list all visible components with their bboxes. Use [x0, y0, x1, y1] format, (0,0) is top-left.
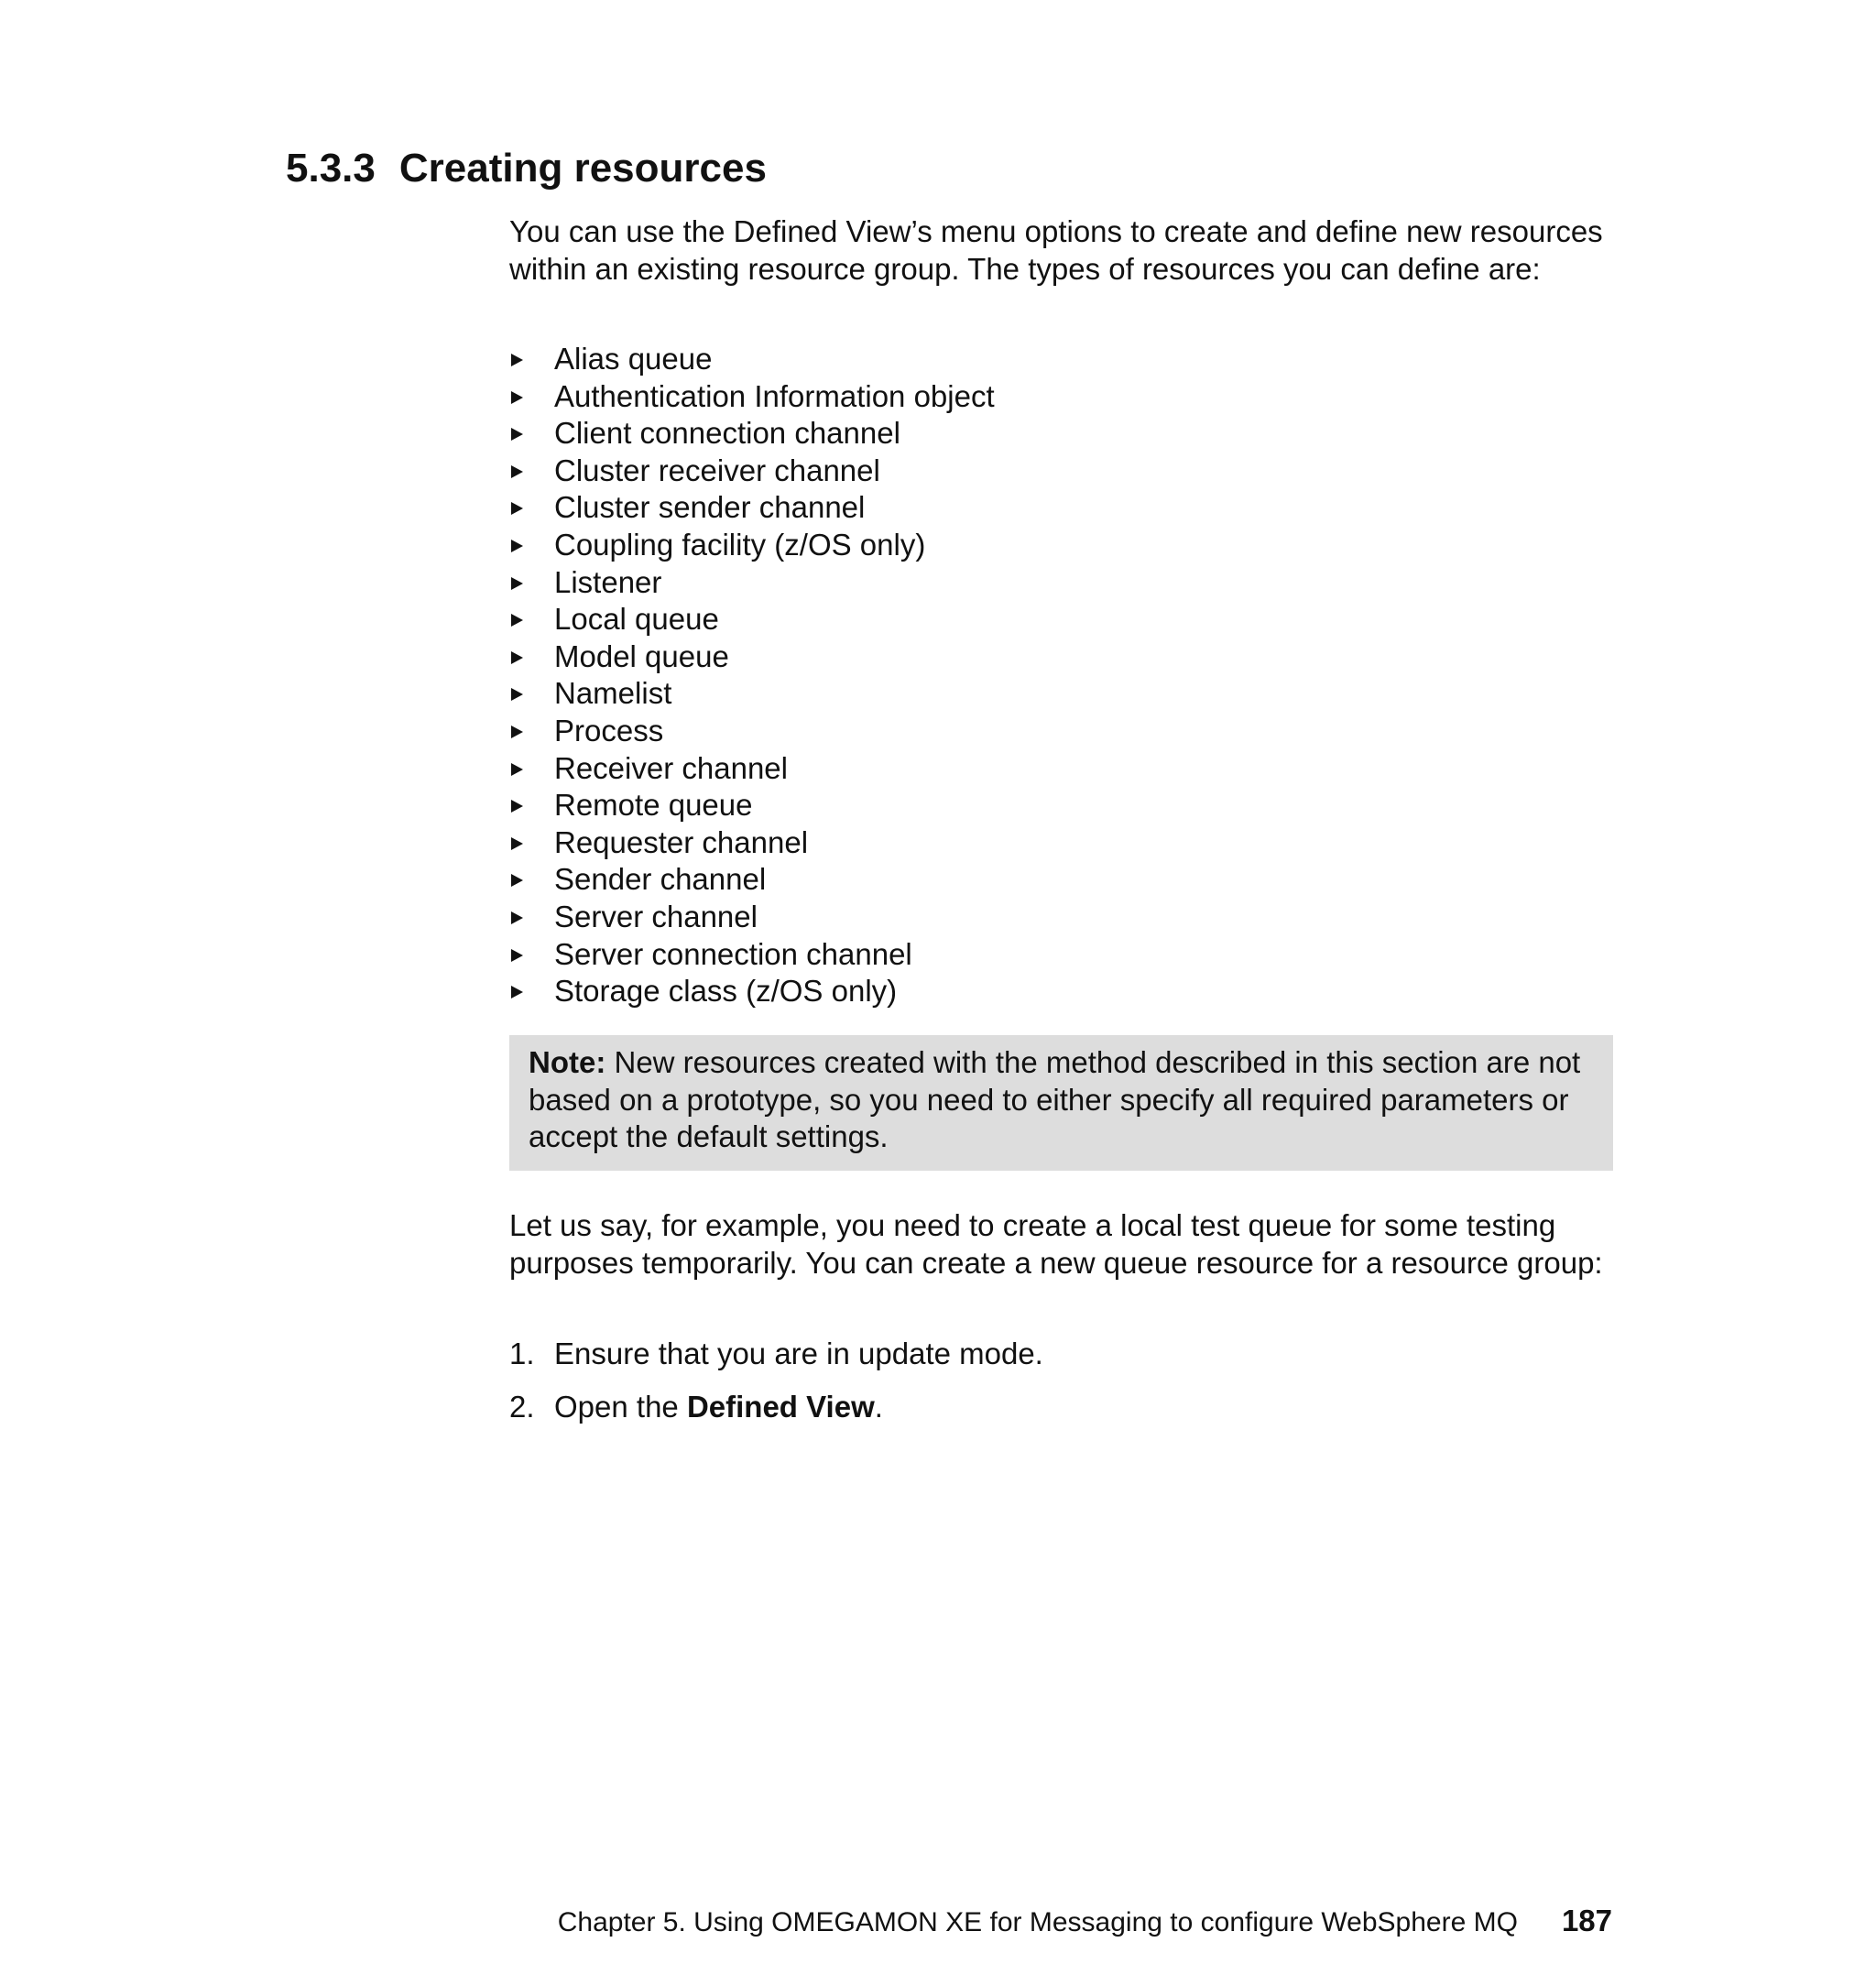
- note-text: New resources created with the method described in this section are not based on a prototype, so you need to either specify all required parameters or accept the default settings.: [529, 1045, 1581, 1153]
- list-item: Process: [509, 713, 1613, 750]
- list-item: Sender channel: [509, 861, 1613, 899]
- bullet-triangle-icon: [511, 502, 523, 515]
- list-item: Cluster sender channel: [509, 489, 1613, 527]
- bullet-triangle-icon: [511, 614, 523, 627]
- list-item: Server connection channel: [509, 936, 1613, 974]
- list-item: Client connection channel: [509, 415, 1613, 453]
- bullet-triangle-icon: [511, 726, 523, 738]
- page-number: 187: [1561, 1904, 1612, 1937]
- footer-chapter-title: Chapter 5. Using OMEGAMON XE for Messaging to configure WebSphere MQ: [557, 1907, 1518, 1937]
- list-item: Cluster receiver channel: [509, 453, 1613, 490]
- intro-paragraph: You can use the Defined View’s menu options to create and define new resources within an existing resource group. The types of resources you can define are:: [509, 214, 1603, 286]
- step-number: 2.: [509, 1390, 535, 1424]
- bullet-triangle-icon: [511, 986, 523, 998]
- list-item: Model queue: [509, 638, 1613, 676]
- bullet-triangle-icon: [511, 651, 523, 664]
- list-item: Storage class (z/OS only): [509, 973, 1613, 1010]
- list-item: Remote queue: [509, 787, 1613, 824]
- section-title: Creating resources: [398, 146, 767, 191]
- list-item: Server channel: [509, 899, 1613, 936]
- steps-list: [509, 1336, 1613, 1442]
- list-item: Namelist: [509, 675, 1613, 713]
- step-text-prefix: Open the: [554, 1390, 687, 1424]
- bullet-triangle-icon: [511, 577, 523, 590]
- bullet-triangle-icon: [511, 949, 523, 962]
- step-item: [509, 1389, 1613, 1426]
- note-box: [509, 1035, 1613, 1171]
- list-item: Receiver channel: [509, 750, 1613, 788]
- bullet-triangle-icon: [511, 837, 523, 850]
- bullet-triangle-icon: [511, 465, 523, 478]
- section-heading: [286, 143, 767, 194]
- bullet-triangle-icon: [511, 540, 523, 552]
- step-item: [509, 1336, 1613, 1373]
- example-paragraph: Let us say, for example, you need to create a local test queue for some testing purposes temporarily. You can create a new queue resource for a resource group:: [509, 1208, 1603, 1280]
- bullet-triangle-icon: [511, 911, 523, 924]
- bullet-triangle-icon: [511, 874, 523, 887]
- resource-type-list: [509, 341, 1613, 1010]
- step-text: Ensure that you are in update mode.: [554, 1337, 1043, 1370]
- page-footer: [0, 1903, 1612, 1946]
- list-item: Alias queue: [509, 341, 1613, 378]
- section-number: 5.3.3: [286, 146, 376, 191]
- list-item: Requester channel: [509, 824, 1613, 862]
- list-item: Coupling facility (z/OS only): [509, 527, 1613, 564]
- list-item: Listener: [509, 564, 1613, 602]
- bullet-triangle-icon: [511, 800, 523, 813]
- bullet-triangle-icon: [511, 354, 523, 366]
- step-text-suffix: .: [874, 1390, 883, 1424]
- bullet-triangle-icon: [511, 428, 523, 441]
- list-item: Local queue: [509, 601, 1613, 638]
- defined-view-label: Defined View: [686, 1390, 875, 1424]
- note-label: Note:: [529, 1045, 606, 1079]
- bullet-triangle-icon: [511, 391, 523, 404]
- bullet-triangle-icon: [511, 763, 523, 776]
- step-number: 1.: [509, 1337, 535, 1370]
- bullet-triangle-icon: [511, 688, 523, 701]
- list-item: Authentication Information object: [509, 378, 1613, 416]
